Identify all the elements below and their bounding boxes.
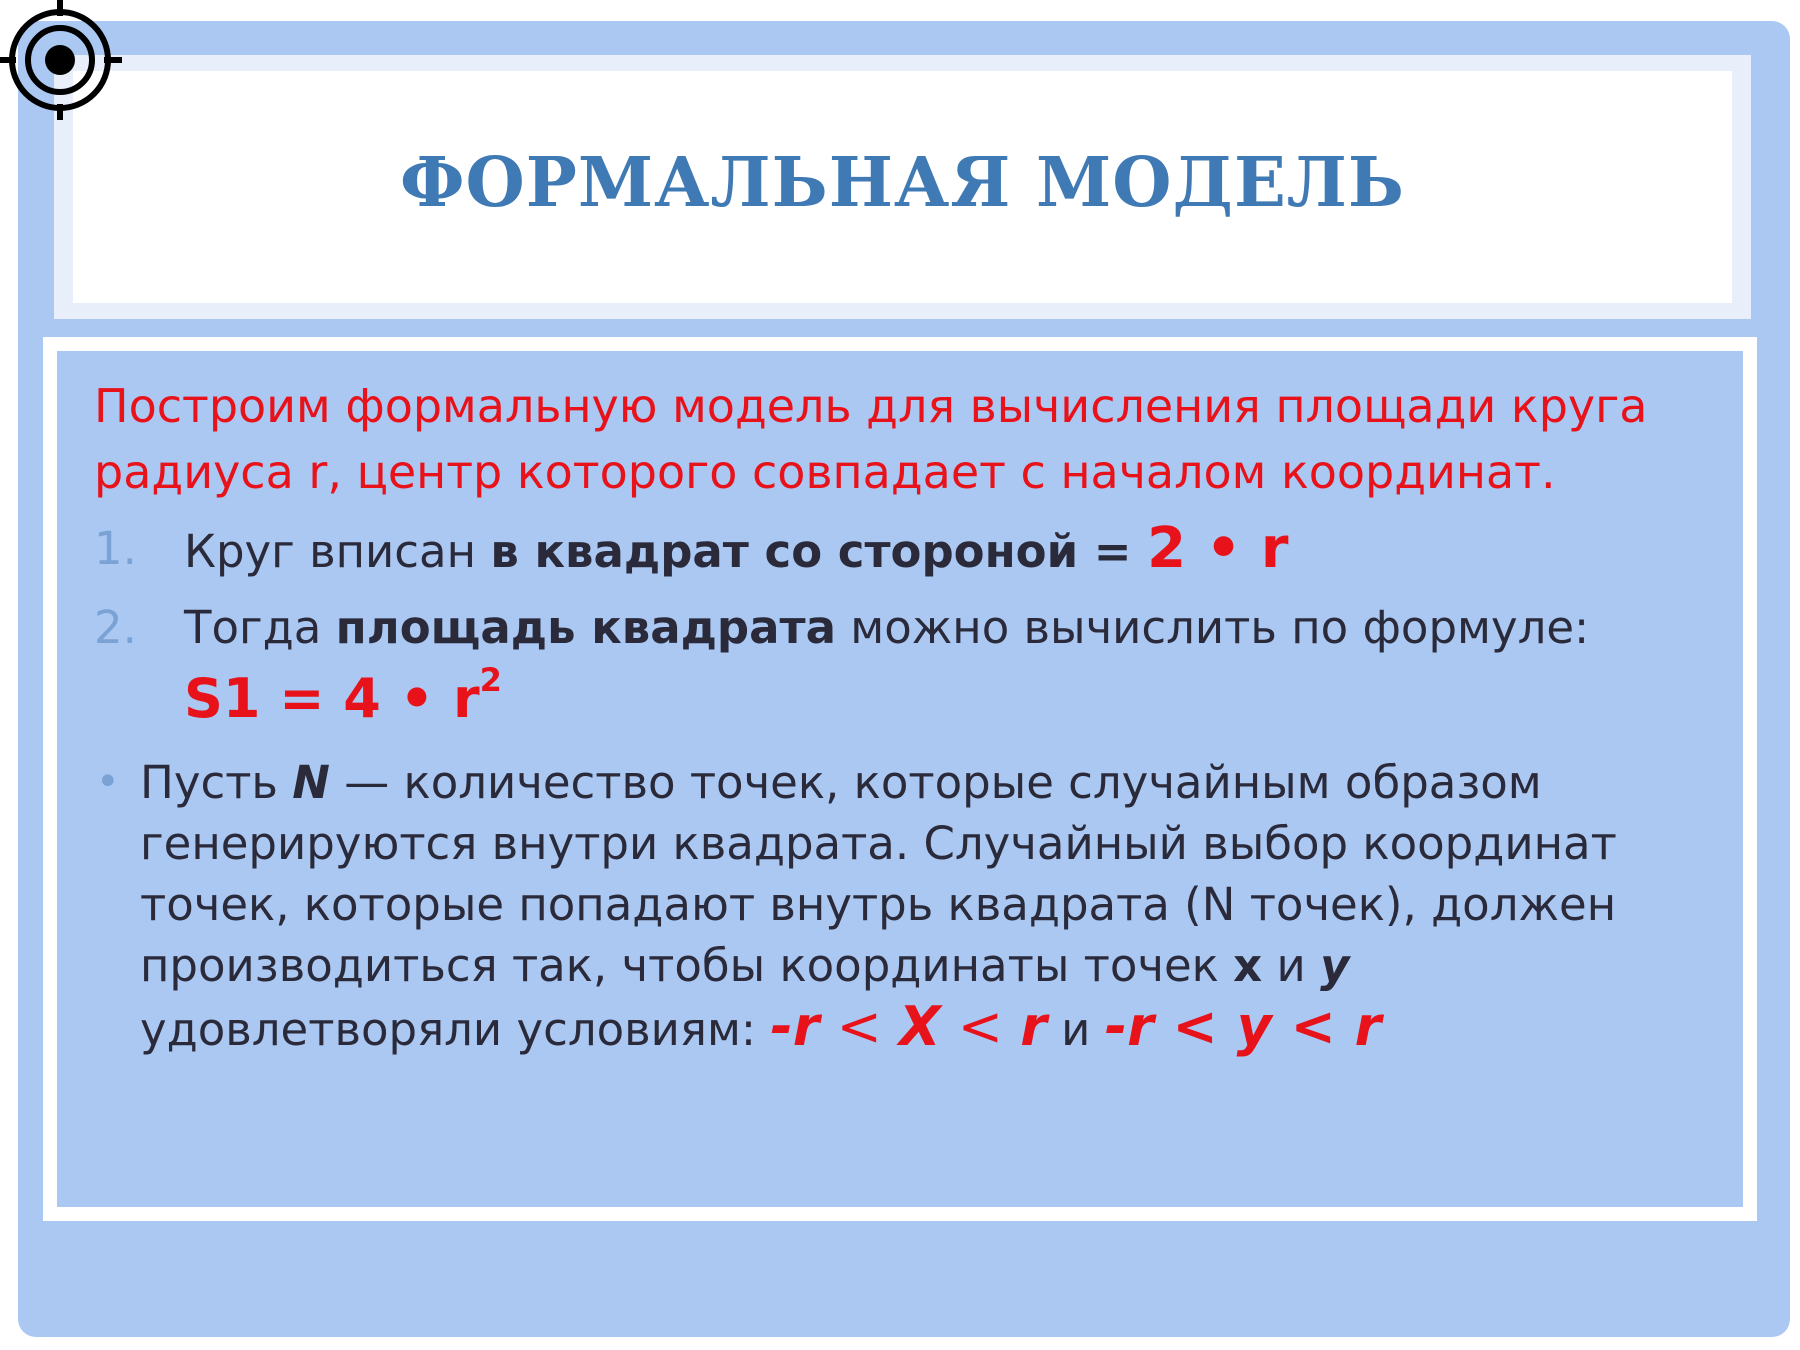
var-n: N [292, 756, 330, 809]
bullet-marker: • [96, 759, 120, 805]
list-text: Тогда [184, 601, 336, 654]
var-x: x [1233, 939, 1263, 992]
content-text [94, 373, 1723, 1060]
formula-text: S1 = 4 • r [184, 667, 480, 730]
condition-part: X [899, 995, 941, 1058]
var-y: y [1320, 939, 1350, 992]
condition-part: -r [770, 995, 820, 1058]
bullet-text: Пусть [140, 756, 293, 809]
condition-part: и [1046, 1003, 1105, 1056]
bullet-item [94, 752, 1723, 1060]
condition-part: < [940, 995, 1021, 1058]
list-number: 1. [94, 522, 137, 575]
area-formula [184, 660, 1723, 738]
bullet-text: и [1262, 939, 1321, 992]
condition-part: -r < y < r [1104, 995, 1382, 1058]
list-number: 2. [94, 601, 137, 654]
formula-exponent: 2 [479, 661, 502, 699]
bullet-text: — количество точек, которые случайным образом генерируются внутри квадрата. Случайный выбор координат точек, которые попадают внутрь квадрата (N точек), должен производиться так, чтобы координаты точек [140, 756, 1617, 992]
list-text-bold: в квадрат со стороной = [490, 525, 1148, 578]
condition-part: r [1020, 995, 1047, 1058]
content-box [43, 337, 1757, 1221]
list-text-after: можно вычислить по формуле: [835, 601, 1590, 654]
title-panel [73, 71, 1732, 303]
target-icon [0, 0, 130, 130]
list-item-2 [94, 596, 1723, 738]
content-panel [57, 351, 1743, 1207]
intro-paragraph: Построим формальную модель для вычисления площади круга радиуса r, центр которого совпадает с началом координат. [94, 379, 1648, 499]
side-value: 2 • r [1147, 516, 1289, 581]
bullet-text: удовлетворяли условиям: [140, 1003, 771, 1056]
list-text: Круг вписан [184, 525, 491, 578]
list-item-1 [94, 517, 1723, 584]
slide-title: ФОРМАЛЬНАЯ МОДЕЛЬ [399, 143, 1406, 223]
title-box [54, 55, 1751, 319]
list-text-bold: площадь квадрата [335, 601, 836, 654]
condition-part: < [819, 995, 899, 1058]
